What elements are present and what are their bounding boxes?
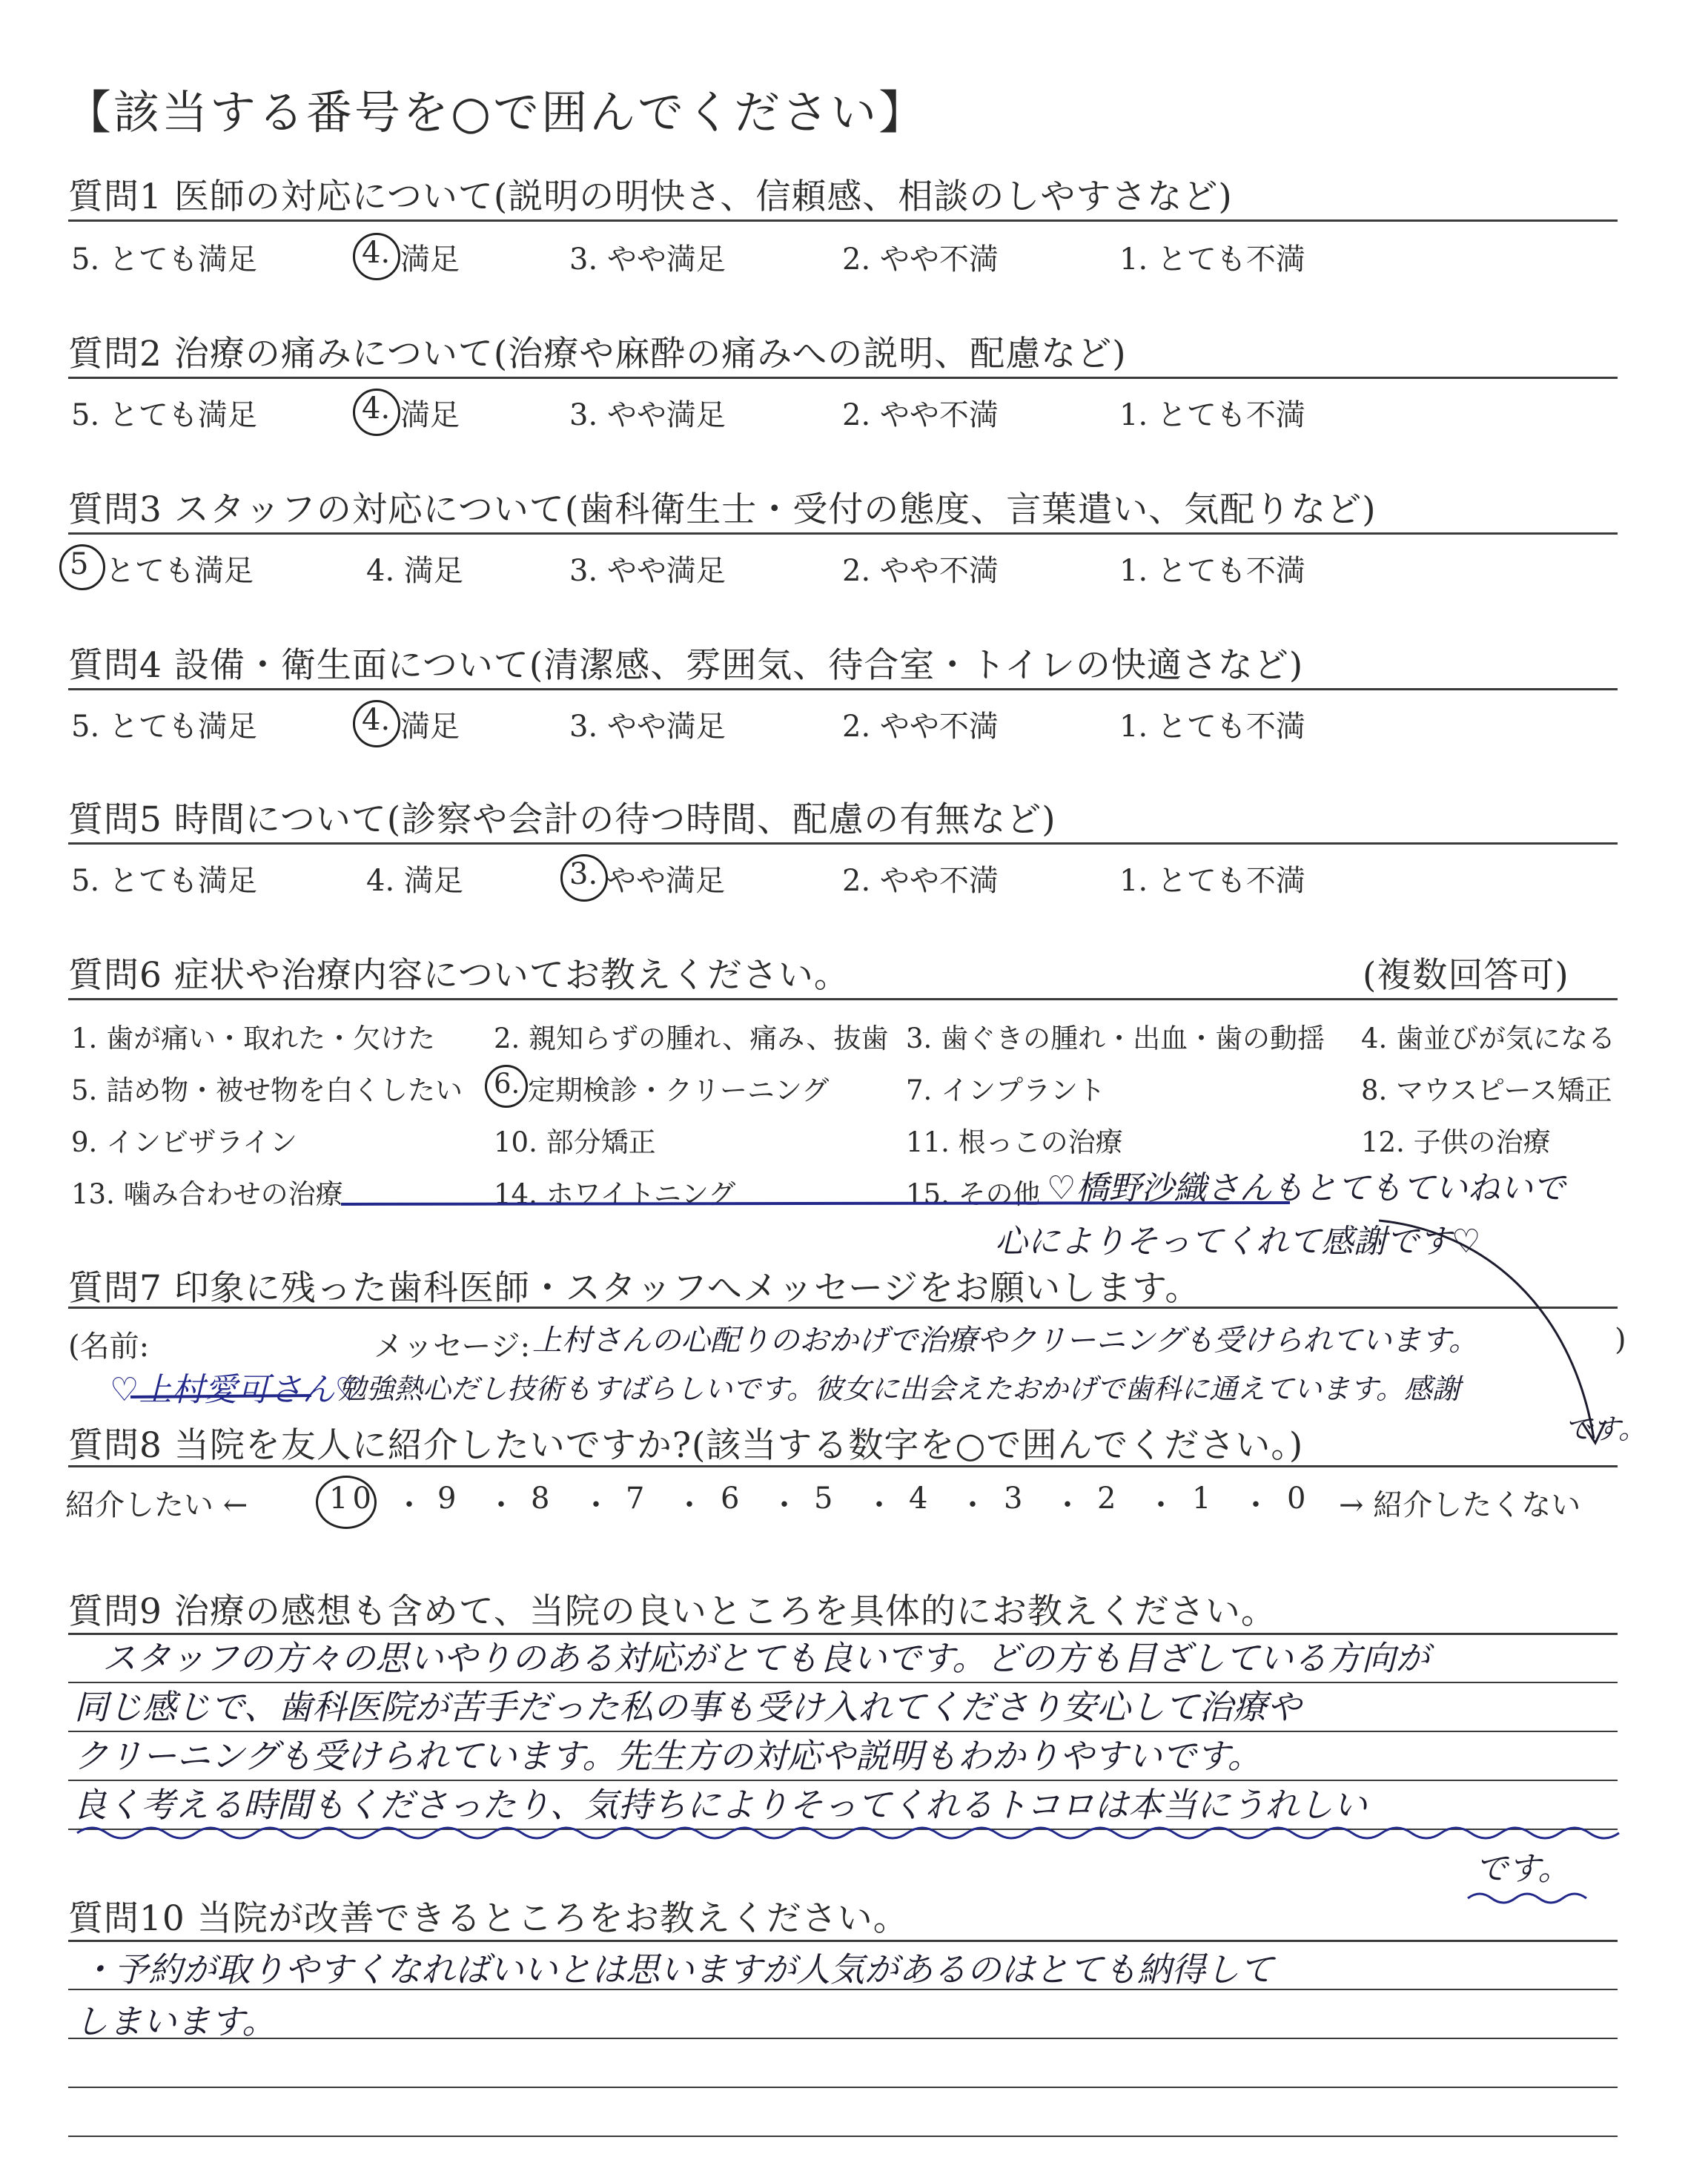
q7-message-line-3: です。 [1564, 1413, 1646, 1445]
q5-option-5[interactable]: 5. とても満足 [71, 864, 257, 898]
q9-answer-line-3: クリーニングも受けられています。先生方の対応や説明もわかりやすいです。 [74, 1736, 1262, 1776]
q5-option-2[interactable]: 2. やや不満 [842, 864, 999, 898]
q6-item-6-number[interactable]: 6. [494, 1068, 520, 1100]
q3-option-2[interactable]: 2. やや不満 [842, 554, 999, 588]
q10-heading: 質問10 当院が改善できるところをお教えください。 [68, 1898, 909, 1939]
q3-option-1[interactable]: 1. とても不満 [1119, 554, 1305, 588]
q7-heading: 質問7 印象に残った歯科医師・スタッフへメッセージをお願いします。 [68, 1268, 1201, 1309]
q2-option-4-number[interactable]: 4. [362, 392, 391, 426]
q2-option-3[interactable]: 3. やや満足 [569, 398, 726, 432]
q2-option-1[interactable]: 1. とても不満 [1119, 398, 1305, 432]
q8-scale-separator: ・ [675, 1488, 709, 1522]
q6-item-6[interactable]: 定期検診・クリーニング [528, 1074, 830, 1106]
staff-name-underline [341, 1203, 1290, 1204]
q2-option-2[interactable]: 2. やや不満 [842, 398, 999, 432]
q1-option-4-number[interactable]: 4. [362, 236, 391, 270]
q9-answer-line-5: です。 [1475, 1850, 1571, 1888]
q3-option-5-number[interactable]: 5 [70, 547, 89, 581]
q4-option-5[interactable]: 5. とても満足 [71, 710, 257, 744]
q8-scale-2[interactable]: 2 [1097, 1482, 1121, 1516]
q5-option-4[interactable]: 4. 満足 [366, 864, 463, 898]
q2-option-5[interactable]: 5. とても満足 [71, 398, 257, 432]
q2-heading: 質問2 治療の痛みについて(治療や麻酔の痛みへの説明、配慮など) [68, 334, 1127, 374]
q9-heading: 質問9 治療の感想も含めて、当院の良いところを具体的にお教えください。 [68, 1591, 1277, 1632]
q6-item-7[interactable]: 7. インプラント [906, 1074, 1106, 1106]
q4-option-4-number[interactable]: 4. [362, 703, 391, 737]
q10-answer-line-2: しまいます。 [74, 2001, 277, 2041]
q8-scale-1[interactable]: 1 [1192, 1482, 1216, 1516]
q1-option-4[interactable]: 満足 [400, 242, 460, 277]
q8-scale-6[interactable]: 6 [721, 1482, 744, 1516]
q9-answer-line-2: 同じ感じで、歯科医院が苦手だった私の事も受け入れてくださり安心して治療や [74, 1687, 1302, 1727]
q1-option-3[interactable]: 3. やや満足 [569, 242, 726, 277]
q4-option-1[interactable]: 1. とても不満 [1119, 710, 1305, 744]
q7-message-line-1: 上村さんの心配りのおかげで治療やクリーニングも受けられています。 [532, 1324, 1478, 1358]
q7-close-paren: ) [1615, 1323, 1626, 1357]
q8-scale-0[interactable]: 0 [1287, 1482, 1311, 1516]
q6-item-5[interactable]: 5. 詰め物・被せ物を白くしたい [71, 1074, 463, 1106]
q7-name-underline [130, 1396, 311, 1397]
q2-option-4[interactable]: 満足 [400, 398, 460, 432]
q6-item-1[interactable]: 1. 歯が痛い・取れた・欠けた [71, 1023, 436, 1054]
q4-option-3[interactable]: 3. やや満足 [569, 710, 726, 744]
q8-scale-separator: ・ [486, 1488, 520, 1522]
q8-right-label: → 紹介したくない [1339, 1488, 1581, 1522]
q3-heading: 質問3 スタッフの対応について(歯科衛生士・受付の態度、言葉遣い、気配りなど) [68, 489, 1377, 530]
q5-heading: 質問5 時間について(診察や会計の待つ時間、配慮の有無など) [68, 799, 1056, 840]
q4-heading: 質問4 設備・衛生面について(清潔感、雰囲気、待合室・トイレの快適さなど) [68, 645, 1304, 686]
q3-option-3[interactable]: 3. やや満足 [569, 554, 726, 588]
q8-scale-7[interactable]: 7 [626, 1482, 649, 1516]
q7-staff-name: ♡上村愛可さん♡ [110, 1371, 364, 1409]
q8-scale-separator: ・ [769, 1488, 804, 1522]
q1-option-5[interactable]: 5. とても満足 [71, 242, 257, 277]
q5-option-1[interactable]: 1. とても不満 [1119, 864, 1305, 898]
q8-left-label: 紹介したい ← [65, 1488, 248, 1522]
q6-other-handwritten-line-1: ♡橋野沙織さんもとてもていねいで [1047, 1169, 1566, 1207]
q8-scale-9[interactable]: 9 [437, 1482, 461, 1516]
q6-heading: 質問6 症状や治療内容についてお教えください。 [68, 955, 850, 996]
q3-option-5[interactable]: とても満足 [105, 554, 254, 588]
q9-answer-line-4: 良く考える時間もくださったり、気持ちによりそってくれるトコロは本当にうれしい [73, 1785, 1368, 1825]
q8-scale-4[interactable]: 4 [909, 1482, 933, 1516]
q6-item-2[interactable]: 2. 親知らずの腫れ、痛み、抜歯 [494, 1023, 889, 1054]
q7-message-label: メッセージ: [374, 1330, 531, 1364]
q9-answer-line-1: スタッフの方々の思いやりのある対応がとても良いです。どの方も目ざしている方向が [102, 1638, 1430, 1678]
q6-item-13[interactable]: 13. 噛み合わせの治療 [71, 1178, 343, 1210]
q8-scale-separator: ・ [1241, 1488, 1275, 1522]
q6-multiple-note: (複数回答可) [1363, 955, 1569, 996]
q6-item-3[interactable]: 3. 歯ぐきの腫れ・出血・歯の動揺 [906, 1023, 1325, 1054]
q7-name-label: (名前: [68, 1330, 150, 1364]
q4-option-4[interactable]: 満足 [400, 710, 460, 744]
q9-wavy-underline [77, 1828, 1619, 1838]
q1-option-2[interactable]: 2. やや不満 [842, 242, 999, 277]
q5-option-3[interactable]: やや満足 [606, 864, 725, 898]
page-title: 【該当する番号を○で囲んでください】 [65, 85, 927, 139]
q6-other-handwritten-line-2: 心によりそってくれて感謝です♡ [995, 1223, 1481, 1261]
q8-scale-5[interactable]: 5 [814, 1482, 838, 1516]
q1-heading: 質問1 医師の対応について(説明の明快さ、信頼感、相談のしやすさなど) [68, 176, 1233, 217]
q8-scale-separator: ・ [394, 1488, 428, 1522]
q6-connector-arrowhead [1582, 1421, 1606, 1443]
q6-item-15[interactable]: 15. その他 [906, 1178, 1041, 1210]
q8-heading: 質問8 当院を友人に紹介したいですか?(該当する数字を○で囲んでください。) [68, 1425, 1304, 1466]
q7-message-line-2: 勉強熱心だし技術もすばらしいです。彼女に出会えたおかげで歯科に通えています。感謝 [338, 1373, 1460, 1405]
q6-connector-arrow [1379, 1221, 1594, 1439]
q8-scale-separator: ・ [1053, 1488, 1087, 1522]
q8-scale-separator: ・ [1146, 1488, 1180, 1522]
q6-item-12[interactable]: 12. 子供の治療 [1361, 1126, 1551, 1158]
q6-item-8[interactable]: 8. マウスピース矯正 [1361, 1074, 1612, 1106]
q6-item-14[interactable]: 14. ホワイトニング [494, 1178, 736, 1210]
q8-scale-separator: ・ [581, 1488, 615, 1522]
q8-scale-8[interactable]: 8 [531, 1482, 555, 1516]
q3-option-4[interactable]: 4. 満足 [366, 554, 463, 588]
q8-scale-separator: ・ [958, 1488, 992, 1522]
q1-option-1[interactable]: 1. とても不満 [1119, 242, 1305, 277]
q8-scale-10[interactable]: 10 [329, 1482, 376, 1516]
q5-option-3-number[interactable]: 3. [569, 857, 598, 891]
q9-short-wavy-underline [1468, 1894, 1586, 1903]
q6-item-4[interactable]: 4. 歯並びが気になる [1361, 1023, 1616, 1054]
q6-item-11[interactable]: 11. 根っこの治療 [906, 1126, 1123, 1158]
q6-item-10[interactable]: 10. 部分矯正 [494, 1126, 656, 1158]
q10-answer-line-1: ・予約が取りやすくなればいいとは思いますが人気があるのはとても納得して [80, 1949, 1274, 1989]
q8-scale-3[interactable]: 3 [1004, 1482, 1027, 1516]
q8-scale-separator: ・ [864, 1488, 898, 1522]
q4-option-2[interactable]: 2. やや不満 [842, 710, 999, 744]
q6-item-9[interactable]: 9. インビザライン [71, 1126, 297, 1158]
